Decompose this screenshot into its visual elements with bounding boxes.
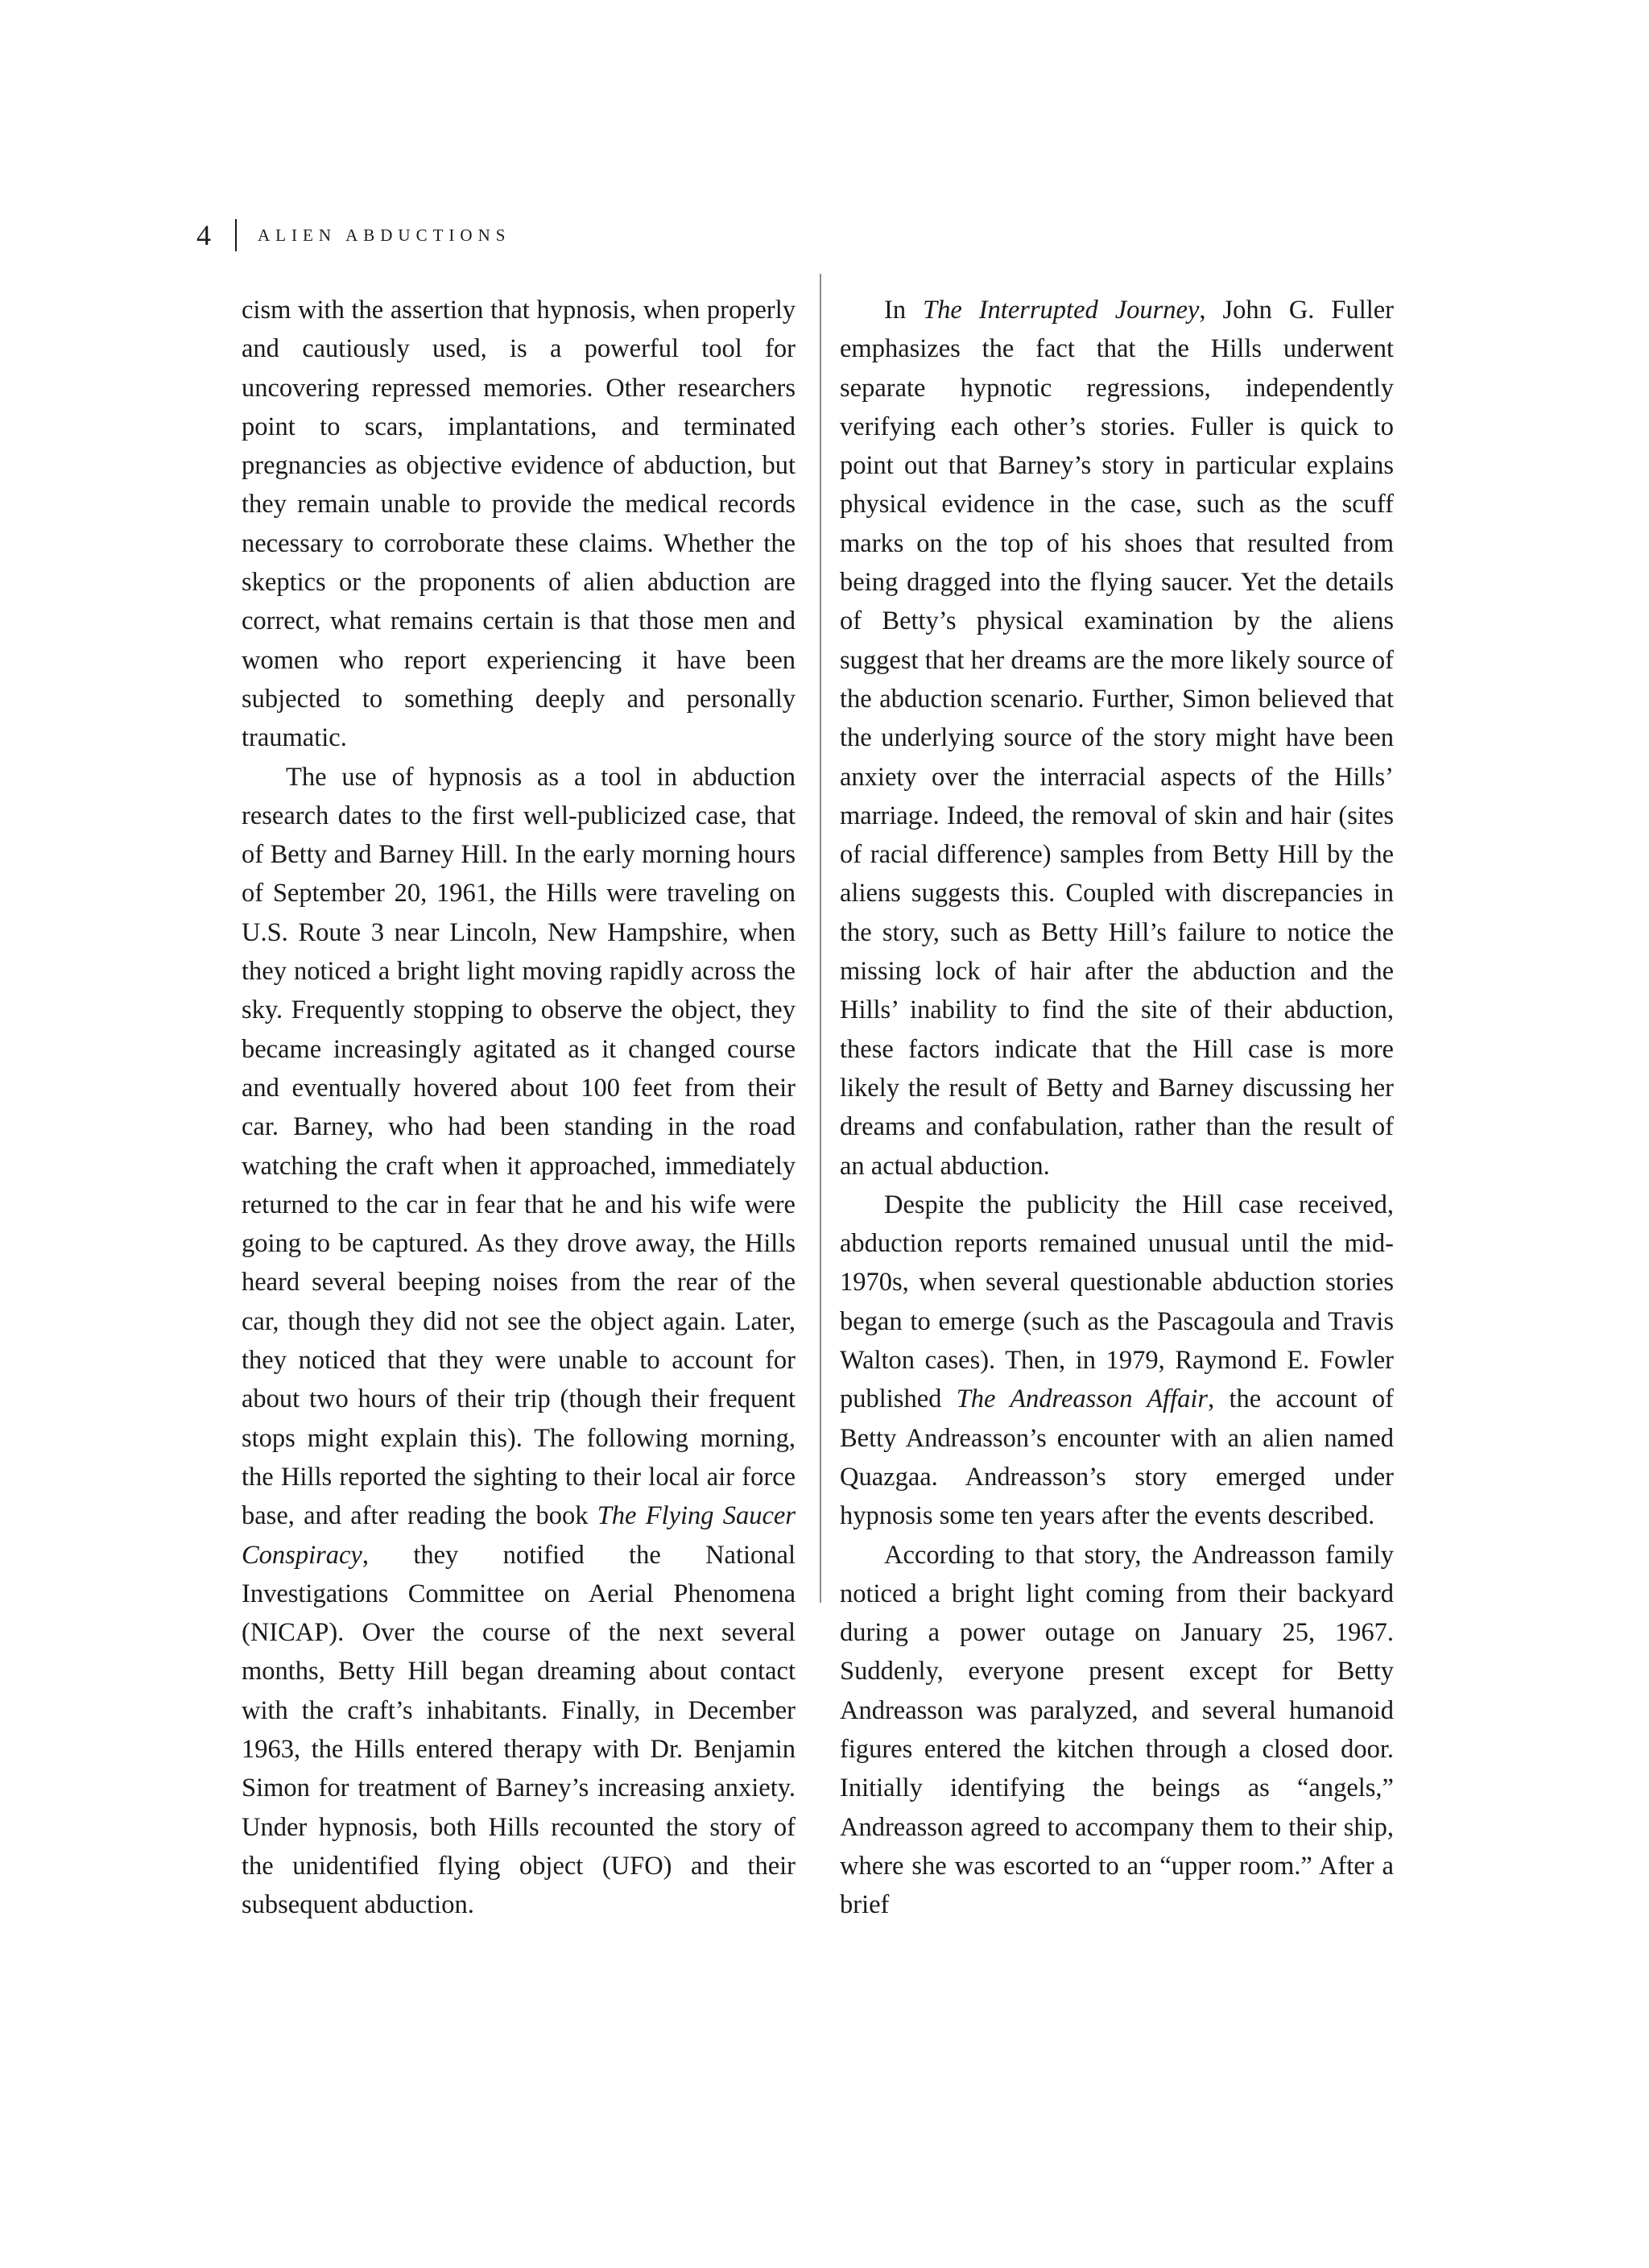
text-run: According to that story, the Andreasson family noticed a bright light coming from their backyard during a power outage on January 25, 1967. Suddenly, everyone present except for Betty Andreasson was paralyzed, and several humanoid figures entered the kitchen through a closed door. Initially identifying the beings as “angels,” Andreasson agreed to accompany them to their ship, where she was escorted to an “upper room.” After a brief xyxy=(840,1540,1394,1920)
text-run: , John G. Fuller emphasizes the fact that the Hills underwent separate hypnotic regressions, independently verifying each other’s stories. Fuller is quick to point out that Barney’s story in particular explains physical evidence in the case, such as the scuff marks on the top of his shoes that resulted from being dragged into the flying saucer. Yet the details of Betty’s physical examination by the aliens suggest that her dreams are the more likely source of the abduction scenario. Further, Simon believed that the underlying source of the story might have been anxiety over the interracial aspects of the Hills’ marriage. Indeed, the removal of skin and hair (sites of racial difference) samples from Betty Hill by the aliens suggests this. Coupled with discrepancies in the story, such as Betty Hill’s failure to notice the missing lock of hair after the abduction and the Hills’ inability to find the site of their abduction, these factors indicate that the Hill case is more likely the result of Betty and Barney discussing her dreams and confabulation, rather than the result of an actual abduction. xyxy=(840,296,1394,1181)
text-run: , the account of Betty Andreasson’s encounter with an alien named Quazgaa. Andreasson’s story emerged under hypnosis some ten years after the events described. xyxy=(840,1384,1394,1531)
running-head xyxy=(196,217,510,253)
text-run: , they notified the National Investigations Committee on Aerial Phenomena (NICAP). Over the course of the next several months, Betty Hill began dreaming about contact with the craft’s inhabitants. Finally, in December 1963, the Hills entered therapy with Dr. Benjamin Simon for treatment of Barney’s increasing anxiety. Under hypnosis, both Hills recounted the story of the unidentified flying object (UFO) and their subsequent abduction. xyxy=(242,1540,796,1920)
column-divider xyxy=(820,274,821,1603)
right-column xyxy=(840,291,1394,1924)
text-run: cism with the assertion that hypnosis, when properly and cautiously used, is a powerful tool for uncovering repressed memories. Other researchers point to scars, implantations, and terminated pregnancies as objective evidence of abduction, but they remain unable to provide the medical records necessary to corroborate these claims. Whether the skeptics or the proponents of alien abduction are correct, what remains certain is that those men and women who report experiencing it have been subjected to something deeply and personally traumatic. xyxy=(242,296,796,753)
body-paragraph xyxy=(840,1186,1394,1536)
text-run: In xyxy=(884,296,924,325)
running-head-divider xyxy=(235,219,237,251)
body-paragraph xyxy=(242,758,796,1925)
page-number: 4 xyxy=(196,219,211,251)
text-run: The use of hypnosis as a tool in abduction research dates to the first well-publicized case, that of Betty and Barney Hill. In the early morning hours of September 20, 1961, the Hills were traveling on U.S. Route 3 near Lincoln, New Hampshire, when they noticed a bright light moving rapidly across the sky. Frequently stopping to observe the object, they became increasingly agitated as it changed course and eventually hovered about 100 feet from their car. Barney, who had been standing in the road watching the craft when it approached, immediately returned to the car in fear that he and his wife were going to be captured. As they drove away, the Hills heard several beeping noises from the rear of the car, though they did not see the object again. Later, they noticed that they were unable to account for about two hours of their trip (though their frequent stops might explain this). The following morning, the Hills reported the sighting to their local air force base, and after reading the book xyxy=(242,762,796,1531)
left-column xyxy=(242,291,796,1924)
text-run: Despite the publicity the Hill case received, abduction reports remained unusual until the mid-1970s, when several questionable abduction stories began to emerge (such as the Pascagoula and Travis Walton cases). Then, in 1979, Raymond E. Fowler published xyxy=(840,1190,1394,1414)
book-title: The Interrupted Journey xyxy=(923,296,1200,325)
body-paragraph xyxy=(840,291,1394,1186)
running-head-title: ALIEN ABDUCTIONS xyxy=(258,225,511,245)
body-paragraph xyxy=(840,1536,1394,1925)
book-title: The Andreasson Affair xyxy=(956,1384,1209,1414)
book-title: The Flying Saucer Conspiracy xyxy=(242,1501,796,1570)
body-paragraph xyxy=(242,291,796,758)
